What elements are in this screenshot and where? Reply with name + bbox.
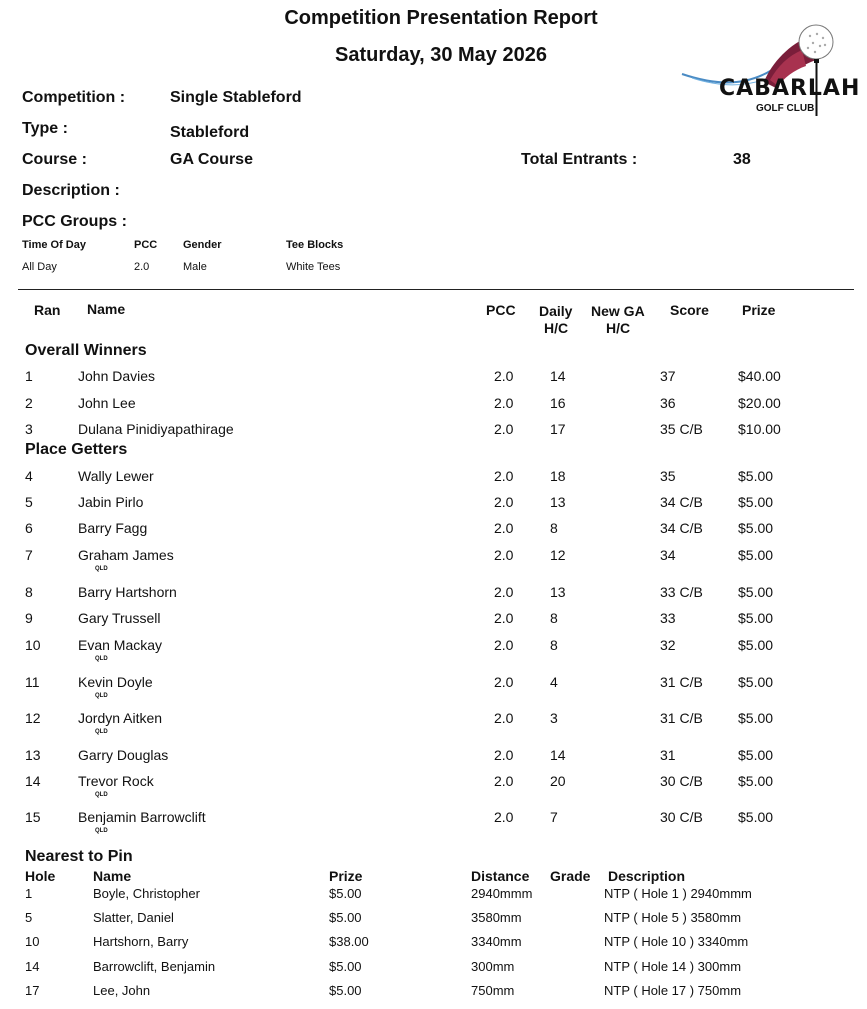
- pcc-gender-value: Male: [183, 261, 207, 273]
- ntp-distance-cell: 3340mm: [471, 934, 522, 949]
- player-name-cell: Gary Trussell: [78, 610, 161, 626]
- pcc-time-value: All Day: [22, 261, 57, 273]
- ntp-prize-cell: $5.00: [329, 886, 362, 901]
- player-name-cell: Wally Lewer: [78, 468, 154, 484]
- daily-hc-cell: 17: [550, 421, 566, 437]
- description-label: Description :: [22, 182, 120, 199]
- pcc-cell: 2.0: [494, 710, 514, 726]
- ntp-distance-cell: 3580mm: [471, 910, 522, 925]
- score-cell: 32: [660, 637, 676, 653]
- daily-hc-cell: 14: [550, 747, 566, 763]
- report-date: Saturday, 30 May 2026: [335, 44, 547, 66]
- rank-cell: 3: [25, 421, 33, 437]
- ntp-name-cell: Hartshorn, Barry: [93, 934, 189, 949]
- total-entrants-value: 38: [733, 151, 751, 168]
- player-name-cell: Jabin Pirlo: [78, 494, 144, 510]
- player-name-cell: Trevor Rock: [78, 773, 154, 789]
- prize-cell: $5.00: [738, 584, 774, 600]
- pcc-cell: 2.0: [494, 637, 514, 653]
- rank-cell: 10: [25, 637, 41, 653]
- col-name-header: Name: [87, 301, 126, 317]
- col-newga-header: New GA: [591, 303, 645, 319]
- daily-hc-cell: 12: [550, 547, 566, 563]
- daily-hc-cell: 7: [550, 809, 558, 825]
- player-name-cell: John Lee: [78, 395, 136, 411]
- daily-hc-cell: 13: [550, 494, 566, 510]
- prize-cell: $5.00: [738, 468, 774, 484]
- score-cell: 33 C/B: [660, 584, 703, 600]
- prize-cell: $5.00: [738, 773, 774, 789]
- prize-cell: $5.00: [738, 710, 774, 726]
- player-name-cell: Jordyn Aitken: [78, 710, 163, 726]
- pcc-cell: 2.0: [494, 368, 514, 384]
- ntp-hole-cell: 1: [25, 886, 33, 901]
- pcc-header-pcc: PCC: [134, 239, 158, 251]
- ntp-prize-cell: $5.00: [329, 983, 362, 998]
- daily-hc-cell: 8: [550, 520, 558, 536]
- score-cell: 34 C/B: [660, 494, 703, 510]
- prize-cell: $5.00: [738, 520, 774, 536]
- ntp-name-cell: Barrowclift, Benjamin: [93, 959, 216, 974]
- state-tag: QLD: [95, 566, 108, 572]
- ntp-hole-cell: 17: [25, 983, 40, 998]
- ntp-description-cell: NTP ( Hole 5 ) 3580mm: [604, 910, 742, 925]
- ntp-description-cell: NTP ( Hole 14 ) 300mm: [604, 959, 742, 974]
- col-newga-hc-header: H/C: [606, 320, 631, 336]
- score-cell: 37: [660, 368, 676, 384]
- pcc-cell: 2.0: [494, 395, 514, 411]
- ntp-prize-cell: $5.00: [329, 910, 362, 925]
- score-cell: 31 C/B: [660, 674, 703, 690]
- daily-hc-cell: 4: [550, 674, 558, 690]
- total-entrants-label: Total Entrants :: [521, 151, 638, 168]
- ntp-hole-cell: 14: [25, 959, 40, 974]
- rank-cell: 15: [25, 809, 41, 825]
- rank-cell: 7: [25, 547, 33, 563]
- score-cell: 34 C/B: [660, 520, 703, 536]
- nearest-to-pin-heading: Nearest to Pin: [25, 848, 133, 865]
- ntp-name-cell: Boyle, Christopher: [93, 886, 200, 901]
- rank-cell: 11: [25, 674, 40, 690]
- daily-hc-cell: 16: [550, 395, 566, 411]
- score-cell: 34: [660, 547, 676, 563]
- report-title: Competition Presentation Report: [284, 7, 598, 29]
- ntp-name-cell: Lee, John: [93, 983, 151, 998]
- place-getters-heading: Place Getters: [25, 441, 128, 458]
- pcc-cell: 2.0: [494, 468, 514, 484]
- prize-cell: $5.00: [738, 809, 774, 825]
- ntp-col-description: Description: [608, 868, 686, 884]
- player-name-cell: Barry Hartshorn: [78, 584, 177, 600]
- ntp-distance-cell: 750mm: [471, 983, 515, 998]
- score-cell: 33: [660, 610, 676, 626]
- pcc-cell: 2.0: [494, 421, 514, 437]
- daily-hc-cell: 13: [550, 584, 566, 600]
- daily-hc-cell: 3: [550, 710, 558, 726]
- ntp-distance-cell: 300mm: [471, 959, 515, 974]
- ntp-description-cell: NTP ( Hole 10 ) 3340mm: [604, 934, 749, 949]
- col-daily-header: Daily: [539, 303, 573, 319]
- ntp-hole-cell: 5: [25, 910, 33, 925]
- score-cell: 35: [660, 468, 676, 484]
- rank-cell: 4: [25, 468, 33, 484]
- pcc-cell: 2.0: [494, 547, 514, 563]
- score-cell: 30 C/B: [660, 773, 703, 789]
- score-cell: 30 C/B: [660, 809, 703, 825]
- prize-cell: $10.00: [738, 421, 781, 437]
- prize-cell: $40.00: [738, 368, 781, 384]
- pcc-tees-value: White Tees: [286, 261, 341, 273]
- ntp-description-cell: NTP ( Hole 17 ) 750mm: [604, 983, 742, 998]
- prize-cell: $5.00: [738, 747, 774, 763]
- daily-hc-cell: 18: [550, 468, 566, 484]
- rank-cell: 8: [25, 584, 33, 600]
- ntp-hole-cell: 10: [25, 934, 40, 949]
- col-pcc-header: PCC: [486, 302, 516, 318]
- rank-cell: 5: [25, 494, 33, 510]
- state-tag: QLD: [95, 729, 108, 735]
- daily-hc-cell: 8: [550, 637, 558, 653]
- pcc-cell: 2.0: [494, 610, 514, 626]
- rank-cell: 2: [25, 395, 33, 411]
- daily-hc-cell: 14: [550, 368, 566, 384]
- type-value: Stableford: [170, 124, 250, 141]
- daily-hc-cell: 8: [550, 610, 558, 626]
- club-logo: [672, 22, 861, 120]
- ntp-name-cell: Slatter, Daniel: [93, 910, 174, 925]
- course-label: Course :: [22, 151, 87, 168]
- player-name-cell: Garry Douglas: [78, 747, 169, 763]
- ntp-description-cell: NTP ( Hole 1 ) 2940mmm: [604, 886, 752, 901]
- pcc-cell: 2.0: [494, 520, 514, 536]
- prize-cell: $5.00: [738, 674, 774, 690]
- overall-winners-heading: Overall Winners: [25, 342, 147, 359]
- pcc-cell: 2.0: [494, 747, 514, 763]
- player-name-cell: Evan Mackay: [78, 637, 163, 653]
- logo-name: CABARLAH: [719, 76, 861, 101]
- pcc-cell: 2.0: [494, 773, 514, 789]
- state-tag: QLD: [95, 656, 108, 662]
- pcc-cell: 2.0: [494, 809, 514, 825]
- header-divider: [18, 289, 854, 290]
- score-cell: 36: [660, 395, 676, 411]
- logo-subtitle: GOLF CLUB: [756, 103, 815, 114]
- ntp-prize-cell: $5.00: [329, 959, 362, 974]
- daily-hc-cell: 20: [550, 773, 566, 789]
- ntp-col-hole: Hole: [25, 868, 56, 884]
- player-name-cell: John Davies: [78, 368, 156, 384]
- rank-cell: 6: [25, 520, 33, 536]
- score-cell: 31 C/B: [660, 710, 703, 726]
- player-name-cell: Barry Fagg: [78, 520, 148, 536]
- col-prize-header: Prize: [742, 302, 776, 318]
- pcc-groups-label: PCC Groups :: [22, 213, 127, 230]
- prize-cell: $20.00: [738, 395, 781, 411]
- ntp-col-distance: Distance: [471, 868, 530, 884]
- player-name-cell: Kevin Doyle: [78, 674, 153, 690]
- state-tag: QLD: [95, 792, 108, 798]
- competition-label: Competition :: [22, 89, 126, 106]
- rank-cell: 12: [25, 710, 41, 726]
- competition-value: Single Stableford: [170, 89, 302, 106]
- rank-cell: 14: [25, 773, 41, 789]
- state-tag: QLD: [95, 693, 108, 699]
- ntp-col-name: Name: [93, 868, 132, 884]
- score-cell: 35 C/B: [660, 421, 703, 437]
- prize-cell: $5.00: [738, 637, 774, 653]
- rank-cell: 1: [25, 368, 33, 384]
- pcc-cell: 2.0: [494, 584, 514, 600]
- ntp-col-prize: Prize: [329, 868, 363, 884]
- pcc-cell: 2.0: [494, 494, 514, 510]
- ntp-col-grade: Grade: [550, 868, 591, 884]
- prize-cell: $5.00: [738, 610, 774, 626]
- rank-cell: 9: [25, 610, 33, 626]
- prize-cell: $5.00: [738, 494, 774, 510]
- pcc-header-tees: Tee Blocks: [286, 239, 344, 251]
- col-daily-hc-header: H/C: [544, 320, 569, 336]
- col-score-header: Score: [670, 302, 709, 318]
- player-name-cell: Dulana Pinidiyapathirage: [78, 421, 234, 437]
- rank-cell: 13: [25, 747, 41, 763]
- pcc-value: 2.0: [134, 261, 150, 273]
- pcc-header-gender: Gender: [183, 239, 222, 251]
- score-cell: 31: [660, 747, 676, 763]
- ntp-distance-cell: 2940mmm: [471, 886, 533, 901]
- player-name-cell: Graham James: [78, 547, 174, 563]
- type-label: Type :: [22, 120, 68, 137]
- player-name-cell: Benjamin Barrowclift: [78, 809, 206, 825]
- prize-cell: $5.00: [738, 547, 774, 563]
- pcc-header-time: Time Of Day: [22, 239, 86, 251]
- course-value: GA Course: [170, 151, 253, 168]
- state-tag: QLD: [95, 828, 108, 834]
- pcc-cell: 2.0: [494, 674, 514, 690]
- ntp-prize-cell: $38.00: [329, 934, 369, 949]
- col-rank-header: Ran: [34, 302, 61, 318]
